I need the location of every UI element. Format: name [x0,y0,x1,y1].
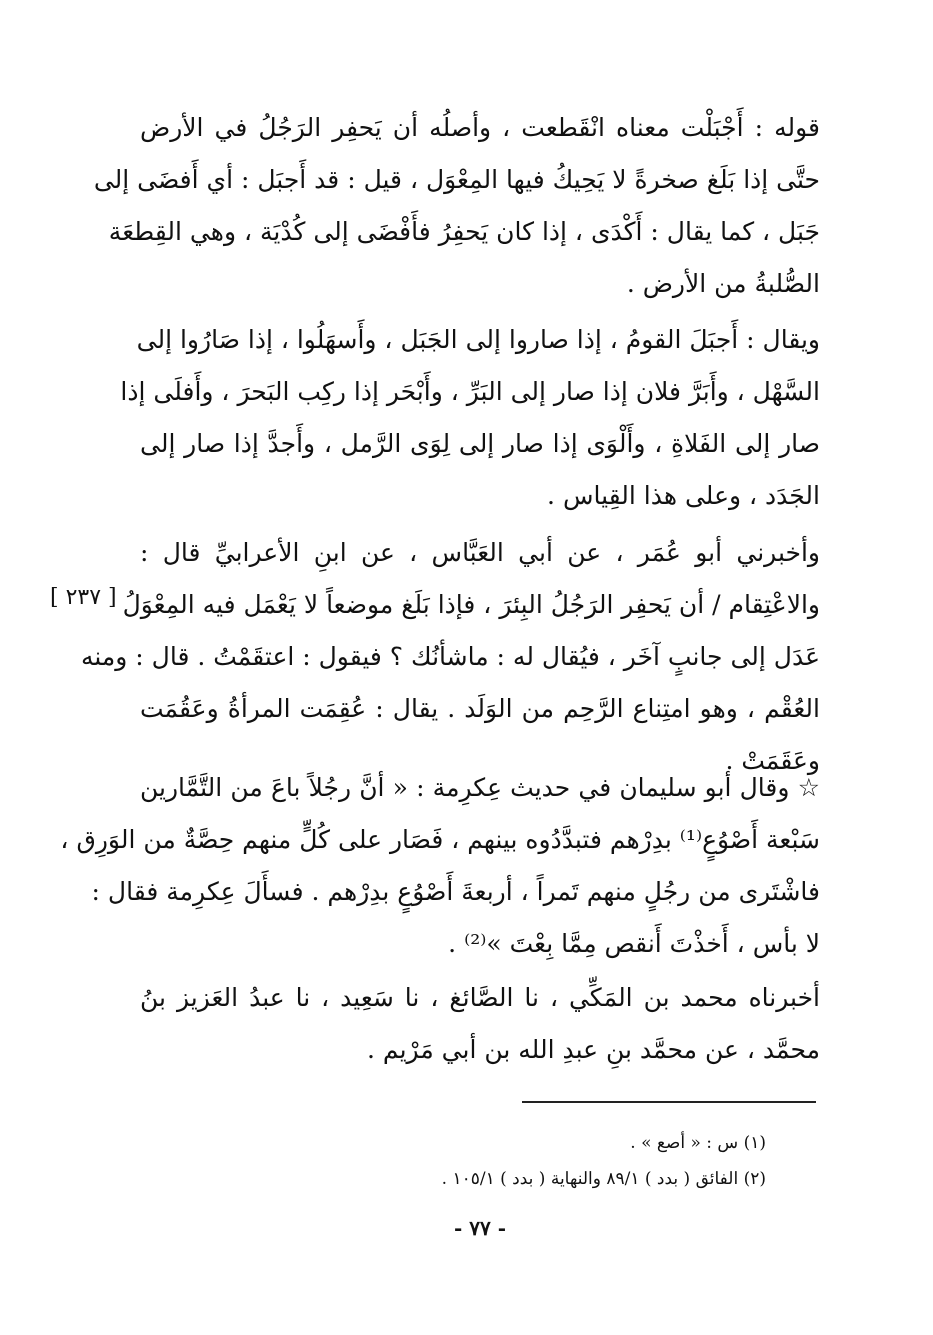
text-line: العُقْم ، وهو امتِناع الرَّحِم من الوَلَد . يقال : عُقِمَت المرأةُ وعَقُمَت [140,694,820,723]
footnote-separator [522,1101,816,1103]
text-line: فاشْتَرى من رجُلٍ منهم تَمراً ، أربعةَ أَصْوُعٍ بدِرْهم . فسأَلَ عِكرِمة فقال : [91,877,820,906]
page-number: - ٧٧ - [453,1216,506,1240]
text-line: صار إلى الفَلاةِ ، وأَلْوَى إذا صار إلى لِوَى الرَّمل ، وأَجدَّ إذا صار إلى [140,429,820,458]
text-line: ويقال : أَجبَلَ القومُ ، إذا صاروا إلى الجَبَل ، وأَسهَلُوا ، إذا صَارُوا إلى [136,325,820,354]
text-line: ☆ وقال أبو سليمان في حديث عِكرِمة : « أنَّ رجُلاً باعَ من التَّمَّارين [140,773,820,802]
text-line: أخبرناه محمد بن المَكِّي ، نا الصَّائغ ، نا سَعِيد ، نا عبدُ العَزيز بنُ [140,983,820,1012]
footnotes [300,1125,766,1197]
text-line: وعَقَمَتْ . [725,746,820,775]
text-line: وأخبرني أبو عُمَر ، عن أبي العَبَّاس ، عن ابنِ الأعرابيِّ قال : [140,538,820,567]
paragraph-yuqal [120,314,820,522]
text-line: الصُّلبةُ من الأرض . [626,269,820,298]
text-line: سَبْعة أَصْوُعٍ⁽¹⁾ بدِرْهم فتبدَّدُوه بينهم ، فَصَار على كُلٍّ منهم حِصَّةٌ من الوَرِق ، [60,825,820,854]
text-line: حتَّى إذا بَلَغ صخرةً لا يَحِيكُ فيها المِعْوَل ، قيل : قد أَجبَل : أي أَفضَى إلى [93,165,820,194]
footnote-1: (١) س : « أصع » . [630,1133,766,1153]
text-line: جَبَل ، كما يقال : أَكْدَى ، إذا كان يَحفِرُ فأَفْضَى إلى كُدْيَة ، وهي القِطعَة [108,217,820,246]
paragraph-akhbaranahu [140,972,820,1076]
text-line: لا بأس ، أَخذْتَ أَنقص مِمَّا بِعْتَ »⁽²⁾ . [448,929,820,958]
paragraph-abu-sulayman [60,762,820,970]
text-line: محمَّد ، عن محمَّد بنِ عبدِ الله بن أبي مَرْيم . [367,1035,820,1064]
text-line: قوله : أَجْبَلْت معناه انْقَطعت ، وأصلُه أن يَحفِر الرَجُلُ في الأرض [140,113,820,142]
text-line: والاعْتِقام / أن يَحفِر الرَجُلُ البِئرَ ، فإذا بَلَغ موضعاً لا يَعْمَل فيه المِعْوَلُ [122,590,820,619]
footnote-2: (٢) الفائق ( بدد ) ٨٩/١ والنهاية ( بدد ) ١٠٥/١ . [441,1169,766,1189]
paragraph-ajbalt [93,102,820,310]
text-line: عَدَل إلى جانبٍ آخَر ، فيُقال له : ماشأنُك ؟ فيقول : اعتقَمْتُ . قال : ومنه [80,642,820,671]
text-line: الجَدَد ، وعلى هذا القِياس . [547,481,820,510]
text-line: السَّهْل ، وأَبَرَّ فلان إذا صار إلى البَرِّ ، وأَبْحَر إذا ركِب البَحرَ ، وأَفلَى إذا [120,377,820,406]
margin-page-reference: [ ٢٣٧ ] [50,585,117,610]
